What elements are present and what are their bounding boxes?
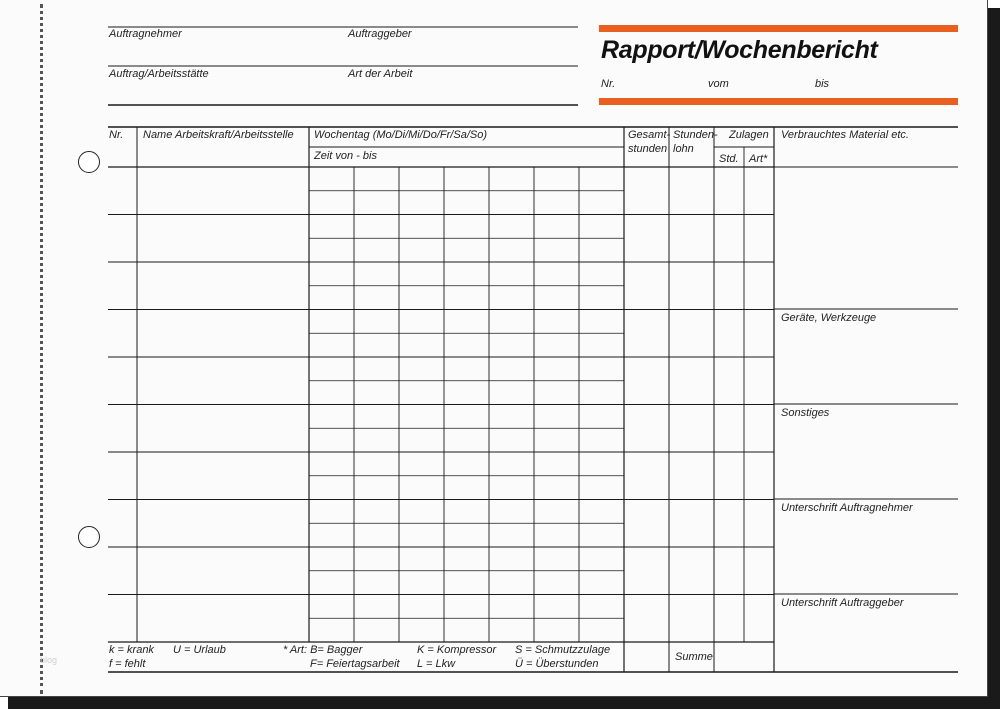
- legend-kompressor: K = Kompressor: [417, 644, 497, 656]
- label-vom: vom: [708, 78, 729, 90]
- legend-art-bagger: * Art: B= Bagger: [283, 644, 363, 656]
- watermark: blog: [40, 655, 58, 665]
- legend-urlaub: U = Urlaub: [173, 644, 226, 656]
- label-summe: Summe: [675, 651, 713, 663]
- label-auftraggeber: Auftraggeber: [348, 28, 412, 40]
- label-nr-header: Nr.: [601, 78, 616, 90]
- legend-krank: k = krank: [109, 644, 154, 656]
- label-auftragnehmer: Auftragnehmer: [109, 28, 182, 40]
- header-art: Art*: [749, 153, 768, 165]
- legend-fehlt: f = fehlt: [109, 658, 146, 670]
- page-shadow-right: [988, 8, 1000, 709]
- header-stundenlohn-2: lohn: [673, 143, 694, 155]
- label-art-der-arbeit: Art der Arbeit: [348, 68, 413, 80]
- legend-lkw: L = Lkw: [417, 658, 456, 670]
- header-gesamtstunden-1: Gesamt-: [628, 129, 671, 141]
- header-verbrauchtes-material: Verbrauchtes Material etc.: [781, 129, 909, 141]
- header-zulagen: Zulagen: [729, 129, 769, 141]
- header-nr: Nr.: [109, 129, 124, 141]
- legend-ueberstunden: Ü = Überstunden: [515, 658, 599, 670]
- page-shadow-bottom: [8, 697, 1000, 709]
- legend-schmutzzulage: S = Schmutzzulage: [515, 644, 611, 656]
- legend-feiertagsarbeit: F= Feiertagsarbeit: [310, 658, 400, 670]
- label-sonstiges: Sonstiges: [781, 407, 830, 419]
- label-unterschrift-auftragnehmer: Unterschrift Auftragnehmer: [781, 502, 913, 514]
- header-name: Name Arbeitskraft/Arbeitsstelle: [143, 129, 294, 141]
- header-std: Std.: [719, 153, 739, 165]
- page-title: Rapport/Wochenbericht: [601, 36, 878, 64]
- header-wochentag: Wochentag (Mo/Di/Mi/Do/Fr/Sa/So): [314, 129, 487, 141]
- header-stundenlohn-1: Stunden-: [673, 129, 718, 141]
- label-unterschrift-auftraggeber: Unterschrift Auftraggeber: [781, 597, 904, 609]
- label-auftrag-arbeitsstaette: Auftrag/Arbeitsstätte: [109, 68, 209, 80]
- header-zeit: Zeit von - bis: [314, 150, 377, 162]
- label-geraete-werkzeuge: Geräte, Werkzeuge: [781, 312, 877, 324]
- label-bis: bis: [815, 78, 830, 90]
- header-gesamtstunden-2: stunden: [628, 143, 668, 155]
